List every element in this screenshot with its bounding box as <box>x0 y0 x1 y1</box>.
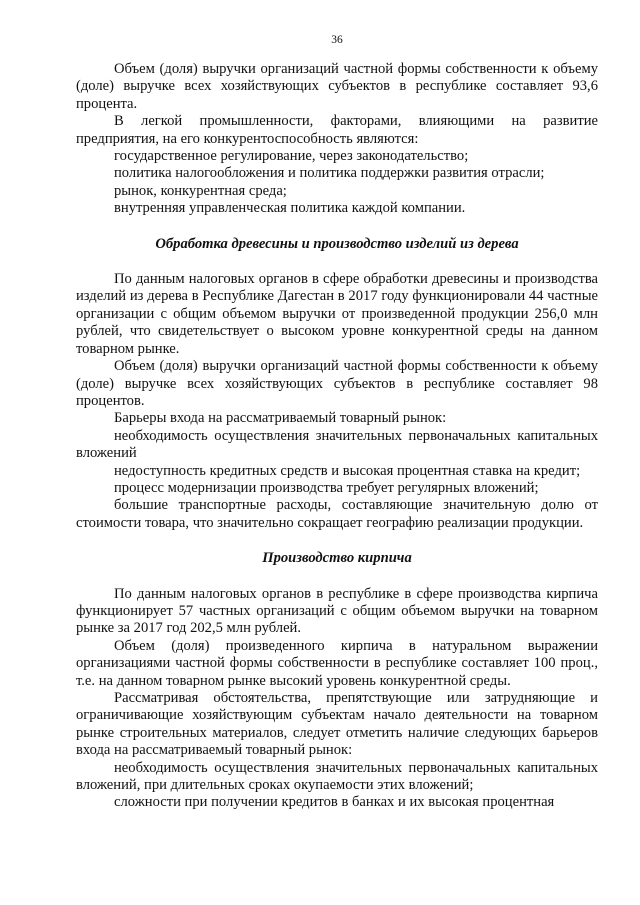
list-item: необходимость осуществления значительных первоначальных капитальных вложений <box>76 427 598 462</box>
list-item: государственное регулирование, через законодательство; <box>114 148 469 165</box>
list-item: большие транспортные расходы, составляющие значительную долю от стоимости товара, что значительно сокращает географию реализации продукции. <box>76 497 598 531</box>
section-heading: Обработка древесины и производство изделий из дерева <box>155 235 519 252</box>
paragraph: Барьеры входа на рассматриваемый товарный рынок: <box>114 410 447 427</box>
list-item: процесс модернизации производства требует регулярных вложений; <box>114 479 539 496</box>
page-number: 36 <box>331 34 343 46</box>
list-item: сложности при получении кредитов в банках и их высокая процентная <box>114 794 555 811</box>
document-body <box>76 61 598 812</box>
paragraph: По данным налоговых органов в республике в сфере производства кирпича функционирует 57 частных организаций с общим объемом выручки на товарном рынке за 2017 год 202,5 млн рублей. <box>76 585 598 637</box>
list-item: рынок, конкурентная среда; <box>114 182 287 199</box>
paragraph: Рассматривая обстоятельства, препятствующие или затрудняющие и ограничивающие хозяйствующим субъектам начало деятельности на товарном рынке строительных материалов, следует отметить наличие следующих барьеров входа на рассматриваемый товарный рынок: <box>76 690 598 759</box>
section-heading: Производство кирпича <box>262 550 412 567</box>
paragraph: Объем (доля) произведенного кирпича в натуральном выражении организациями частной формы собственности в республике составляет 100 проц., т.е. на данном товарном рынке высокий уровень конкурентной среды. <box>76 637 598 689</box>
list-item: политика налогообложения и политика поддержки развития отрасли; <box>114 165 545 182</box>
paragraph: Объем (доля) выручки организаций частной формы собственности к объему (доле) выручке всех хозяйствующих субъектов в республике составляет 93,6 процента. <box>76 61 598 112</box>
list-item: необходимость осуществления значительных первоначальных капитальных вложений, при длительных сроках окупаемости этих вложений; <box>76 759 598 794</box>
list-item: внутренняя управленческая политика каждой компании. <box>114 200 466 217</box>
paragraph: Объем (доля) выручки организаций частной формы собственности к объему (доле) выручке всех хозяйствующих субъектов в республике составляет 98 процентов. <box>76 358 598 409</box>
paragraph: В легкой промышленности, факторами, влияющими на развитие предприятия, на его конкурентоспособность являются: <box>76 113 598 147</box>
paragraph: По данным налоговых органов в сфере обработки древесины и производства изделий из дерева в Республике Дагестан в 2017 году функционировали 44 частные организации с общим объемом выручки от произведенной продукции 256,0 млн рублей, что свидетельствует о высоком уровне конкурентной среды на данном товарном рынке. <box>76 271 598 357</box>
list-item: недоступность кредитных средств и высокая процентная ставка на кредит; <box>114 462 581 479</box>
